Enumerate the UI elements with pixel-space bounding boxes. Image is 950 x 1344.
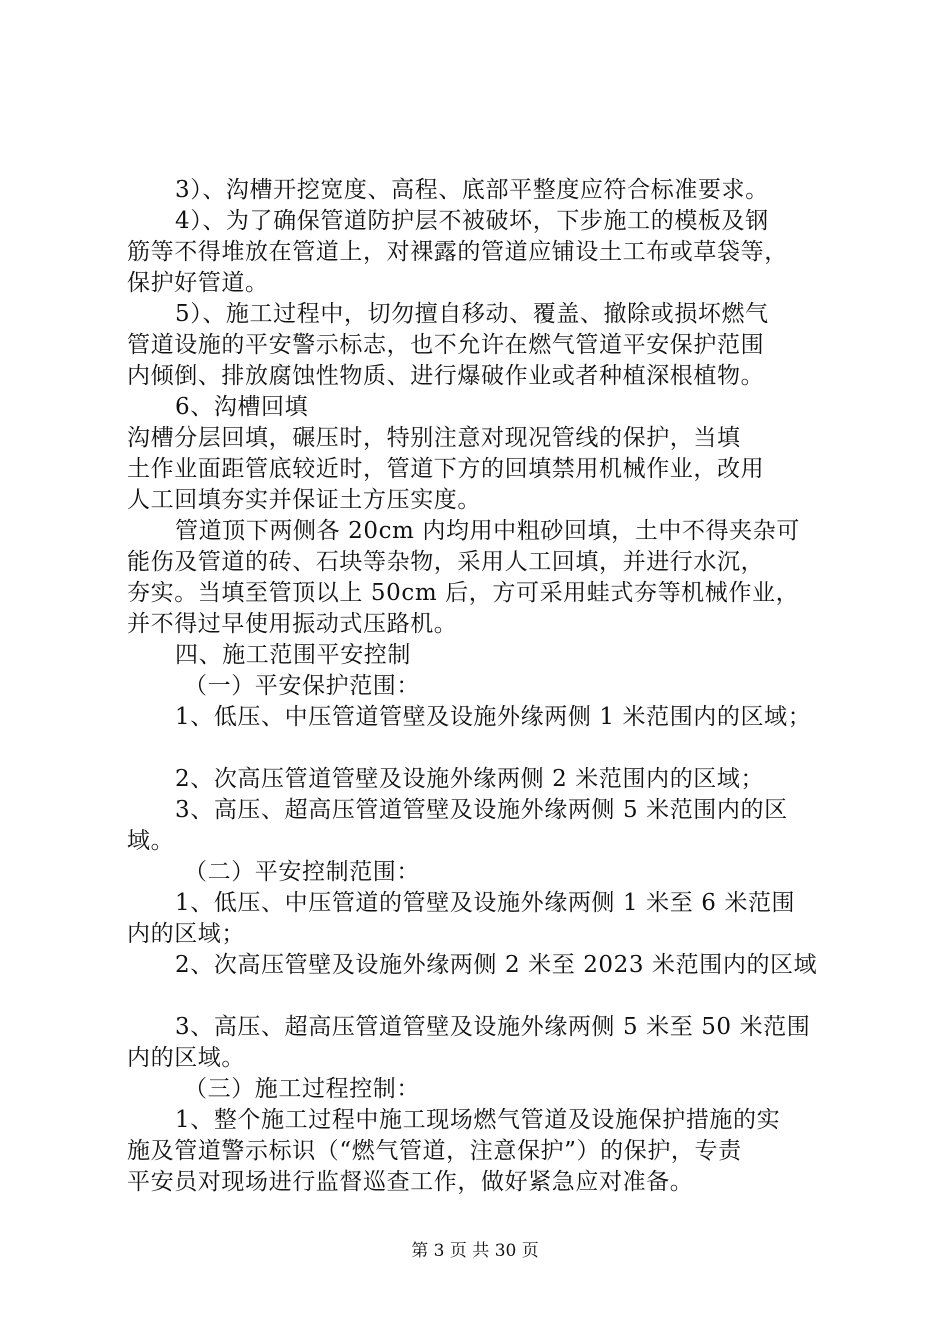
list-item: 2、次高压管道管壁及设施外缘两侧 2 米范围内的区域； (175, 766, 765, 792)
subsection-heading: （一）平安保护范围： (184, 673, 420, 699)
list-item: 平安员对现场进行监督巡查工作，做好紧急应对准备。 (127, 1169, 694, 1195)
list-item: 内的区域； (127, 921, 245, 947)
list-item: 施及管道警示标识（“燃气管道，注意保护”）的保护，专责 (127, 1138, 742, 1164)
list-item: 1、低压、中压管道管壁及设施外缘两侧 1 米范围内的区域； (175, 704, 812, 730)
paragraph-line: 土作业面距管底较近时，管道下方的回填禁用机械作业，改用 (127, 456, 765, 482)
subsection-heading: （三）施工过程控制： (184, 1076, 420, 1102)
subsection-heading: （二）平安控制范围： (184, 859, 420, 885)
section-heading: 四、施工范围平安控制 (175, 642, 411, 668)
paragraph-line: 能伤及管道的砖、石块等杂物，采用人工回填，并进行水沉， (127, 549, 765, 575)
paragraph-line: 夯实。当填至管顶以上 50cm 后，方可采用蛙式夯等机械作业， (127, 580, 800, 606)
paragraph-line: 人工回填夯实并保证土方压实度。 (127, 487, 481, 513)
section-heading: 6、沟槽回填 (175, 394, 309, 420)
list-item: 3、高压、超高压管道管壁及设施外缘两侧 5 米范围内的区 (175, 797, 788, 823)
paragraph-line: 3）、沟槽开挖宽度、高程、底部平整度应符合标准要求。 (175, 177, 769, 203)
list-item: 内的区域。 (127, 1045, 245, 1071)
paragraph-line: 管道设施的平安警示标志，也不允许在燃气管道平安保护范围 (127, 332, 765, 358)
list-item: 2、次高压管壁及设施外缘两侧 2 米至 2023 米范围内的区域 (175, 952, 818, 978)
paragraph-line: 内倾倒、排放腐蚀性物质、进行爆破作业或者种植深根植物。 (127, 363, 765, 389)
paragraph-line: 保护好管道。 (127, 270, 269, 296)
paragraph-line: 筋等不得堆放在管道上，对裸露的管道应铺设土工布或草袋等， (127, 239, 788, 265)
list-item: 1、整个施工过程中施工现场燃气管道及设施保护措施的实 (175, 1107, 781, 1133)
list-item: 3、高压、超高压管道管壁及设施外缘两侧 5 米至 50 米范围 (175, 1014, 811, 1040)
page-number-footer: 第 3 页 共 30 页 (411, 1241, 539, 1261)
list-item: 1、低压、中压管道的管壁及设施外缘两侧 1 米至 6 米范围 (175, 890, 796, 916)
paragraph-line: 并不得过早使用振动式压路机。 (127, 611, 458, 637)
paragraph-line: 管道顶下两侧各 20cm 内均用中粗砂回填，土中不得夹杂可 (175, 518, 800, 544)
list-item: 域。 (127, 828, 175, 854)
paragraph-line: 沟槽分层回填，碾压时，特别注意对现况管线的保护，当填 (127, 425, 741, 451)
paragraph-line: 5）、施工过程中，切勿擅自移动、覆盖、撤除或损坏燃气 (175, 301, 769, 327)
paragraph-line: 4）、为了确保管道防护层不被破坏，下步施工的模板及钢 (175, 208, 769, 234)
